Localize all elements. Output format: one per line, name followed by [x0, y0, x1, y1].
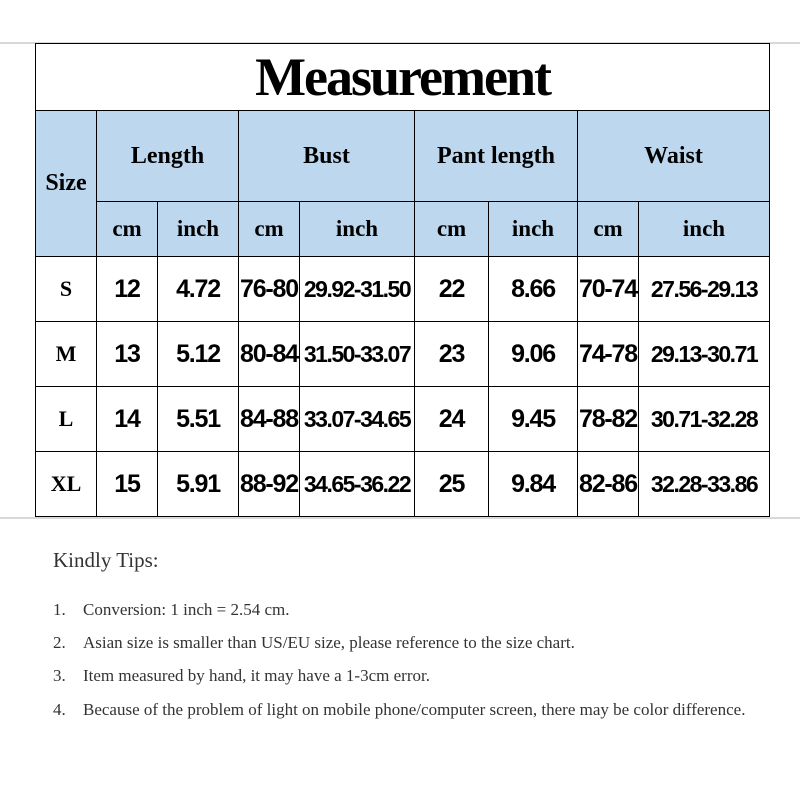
data-cell: 82-86 [578, 452, 639, 517]
list-number: 2. [53, 633, 66, 652]
data-cell: 5.91 [158, 452, 239, 517]
list-item [53, 660, 773, 691]
data-cell: 76-80 [239, 257, 300, 322]
data-cell: 34.65-36.22 [300, 452, 415, 517]
size-cell: S [36, 257, 97, 322]
data-cell: 78-82 [578, 387, 639, 452]
list-number: 3. [53, 666, 66, 685]
data-cell: 13 [97, 322, 158, 387]
data-cell: 88-92 [239, 452, 300, 517]
data-cell: 84-88 [239, 387, 300, 452]
list-number: 1. [53, 600, 66, 619]
data-cell: 31.50-33.07 [300, 322, 415, 387]
size-header: Size [36, 111, 97, 257]
data-cell: 24 [415, 387, 489, 452]
data-cell: 80-84 [239, 322, 300, 387]
unit-header: inch [639, 202, 770, 257]
data-cell: 74-78 [578, 322, 639, 387]
group-header-waist: Waist [578, 111, 770, 202]
bottom-divider [0, 517, 800, 519]
size-cell: XL [36, 452, 97, 517]
list-item [53, 693, 773, 726]
table-row [36, 452, 770, 517]
data-cell: 25 [415, 452, 489, 517]
data-cell: 15 [97, 452, 158, 517]
unit-header: cm [415, 202, 489, 257]
tip-text: Because of the problem of light on mobile phone/computer screen, there may be color difference. [83, 700, 746, 719]
data-cell: 27.56-29.13 [639, 257, 770, 322]
data-cell: 33.07-34.65 [300, 387, 415, 452]
tips-section [53, 548, 773, 728]
data-cell: 32.28-33.86 [639, 452, 770, 517]
data-cell: 9.84 [489, 452, 578, 517]
list-number: 4. [53, 700, 66, 719]
data-cell: 22 [415, 257, 489, 322]
unit-header: cm [239, 202, 300, 257]
data-cell: 30.71-32.28 [639, 387, 770, 452]
data-cell: 70-74 [578, 257, 639, 322]
tips-title: Kindly Tips: [53, 548, 159, 572]
data-cell: 29.13-30.71 [639, 322, 770, 387]
list-item [53, 627, 773, 658]
data-cell: 12 [97, 257, 158, 322]
data-cell: 14 [97, 387, 158, 452]
size-cell: M [36, 322, 97, 387]
size-cell: L [36, 387, 97, 452]
data-cell: 23 [415, 322, 489, 387]
unit-header: inch [300, 202, 415, 257]
group-header-pant-length: Pant length [415, 111, 578, 202]
table-row [36, 257, 770, 322]
data-cell: 29.92-31.50 [300, 257, 415, 322]
unit-header: cm [97, 202, 158, 257]
data-cell: 8.66 [489, 257, 578, 322]
list-item [53, 594, 773, 625]
unit-header: cm [578, 202, 639, 257]
group-header-bust: Bust [239, 111, 415, 202]
size-chart-table [35, 43, 770, 517]
tip-text: Item measured by hand, it may have a 1-3cm error. [83, 666, 430, 685]
chart-title: Measurement [36, 44, 770, 111]
tip-text: Asian size is smaller than US/EU size, please reference to the size chart. [83, 633, 575, 652]
unit-header: inch [489, 202, 578, 257]
data-cell: 5.51 [158, 387, 239, 452]
unit-header: inch [158, 202, 239, 257]
table-row [36, 387, 770, 452]
table-row [36, 322, 770, 387]
data-cell: 4.72 [158, 257, 239, 322]
data-cell: 5.12 [158, 322, 239, 387]
tip-text: Conversion: 1 inch = 2.54 cm. [83, 600, 290, 619]
group-header-length: Length [97, 111, 239, 202]
data-cell: 9.45 [489, 387, 578, 452]
data-cell: 9.06 [489, 322, 578, 387]
tips-list [53, 594, 773, 726]
